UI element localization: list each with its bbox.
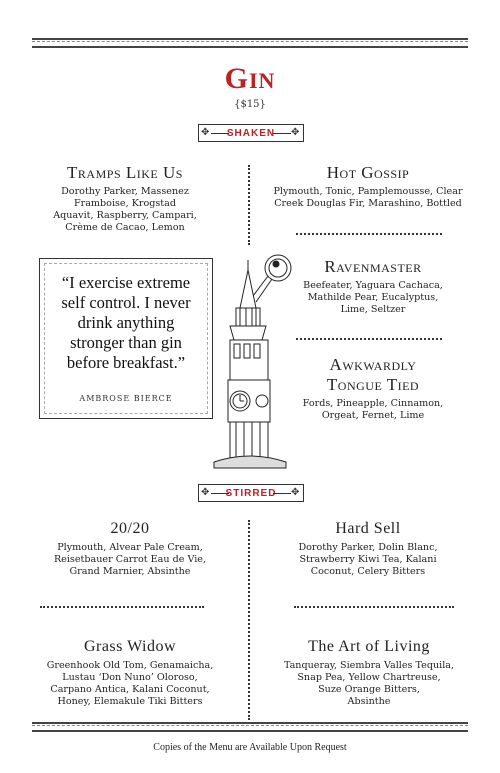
quote-line: “I exercise extreme [61,273,191,292]
quote-line: stronger than gin [70,333,182,352]
ingredient-line: Tanqueray, Siembra Valles Tequila, [283,660,455,671]
drink-name: The Art of Living [308,638,430,655]
title-rest: IN [248,68,276,93]
ingredient-line: Lustau ‘Don Nuno’ Oloroso, [62,672,198,683]
quote-line: drink anything [77,313,175,332]
ingredient-line: Grand Marnier, Absinthe [69,566,191,577]
drink-name: Tramps Like Us [67,163,183,182]
drink-tramps-like-us [40,164,210,234]
ornament-icon: ✥ [291,127,300,138]
bottom-rule [32,722,468,732]
ornament-icon: ✥ [201,487,210,498]
footer-note: Copies of the Menu are Available Upon Request [153,742,347,753]
stirred-banner [198,484,304,502]
drink-name-line2: Tongue Tied [326,375,420,394]
divider-vertical [248,165,250,245]
drink-name: Hard Sell [335,520,401,537]
ingredient-line: Framboise, Krogstad [73,198,177,209]
divider-horizontal [296,338,442,340]
drink-grass-widow [40,638,220,708]
drink-ingredients [40,660,220,708]
top-rule [32,38,468,48]
drink-hot-gossip [268,164,468,210]
drink-awkwardly-tongue-tied [288,356,458,422]
drink-hard-sell [278,520,458,578]
divider-vertical [248,520,250,720]
ingredient-line: Strawberry Kiwi Tea, Kalani [299,554,437,565]
drink-name: Grass Widow [83,638,177,655]
ingredient-line: Creek Douglas Fir, Marashino, Bottled [274,198,462,209]
ingredient-line: Orgeat, Fernet, Lime [321,410,425,421]
ornament-icon: ✥ [291,487,300,498]
drink-ingredients [288,280,458,316]
ingredient-line: Absinthe [347,696,391,707]
ingredient-line: Plymouth, Alvear Pale Cream, [57,542,203,553]
ingredient-line: Reisetbauer Carrot Eau de Vie, [53,554,207,565]
drink-name: Hot Gossip [326,163,410,182]
drink-ingredients [268,186,468,210]
quote-line: before breakfast.” [66,353,186,372]
shaken-banner [198,124,304,142]
drink-name: 20/20 [110,520,150,537]
ingredient-line: Suze Orange Bitters, [318,684,420,695]
divider-horizontal [296,233,442,235]
menu-title [0,62,500,96]
ingredient-line: Snap Pea, Yellow Chartreuse, [297,672,441,683]
ingredient-line: Fords, Pineapple, Cinnamon, [302,398,444,409]
ingredient-line: Crème de Cacao, Lemon [65,222,185,233]
ingredient-line: Lime, Seltzer [340,304,406,315]
ornament-icon: ✥ [201,127,210,138]
divider-horizontal [40,606,204,608]
quote-author: AMBROSE BIERCE [79,394,173,403]
ingredient-line: Greenhook Old Tom, Genamaicha, [46,660,214,671]
ingredient-line: Coconut, Celery Bitters [310,566,426,577]
ingredient-line: Plymouth, Tonic, Pamplemousse, Clear [273,186,463,197]
ingredient-line: Mathilde Pear, Eucalyptus, [307,292,439,303]
drink-ingredients [274,660,464,708]
quote-text [48,273,204,373]
drink-ingredients [40,186,210,234]
drink-ingredients [40,542,220,578]
price-label: {$15} [234,99,266,110]
big-ben-illustration [200,250,300,470]
ingredient-line: Dorothy Parker, Dolin Blanc, [298,542,438,553]
ingredient-line: Carpano Antica, Kalani Coconut, [50,684,210,695]
ingredient-line: Honey, Elemakule Tiki Bitters [57,696,203,707]
drink-ingredients [288,398,458,422]
quote-box [39,258,213,419]
drink-name: Ravenmaster [324,257,422,276]
ingredient-line: Aquavit, Raspberry, Campari, [53,210,197,221]
quote-line: self control. I never [61,293,191,312]
shaken-label: SHAKEN [226,127,276,139]
drink-twenty-twenty [40,520,220,578]
ingredient-line: Beefeater, Yaguara Cachaca, [303,280,443,291]
ingredient-line: Dorothy Parker, Massenez [61,186,189,197]
drink-name-line1: Awkwardly [329,355,417,374]
drink-art-of-living [274,638,464,708]
divider-horizontal [294,606,454,608]
drink-ingredients [278,542,458,578]
stirred-label: STIRRED [225,487,277,499]
title-initial: G [224,62,249,95]
drink-ravenmaster [288,258,458,316]
